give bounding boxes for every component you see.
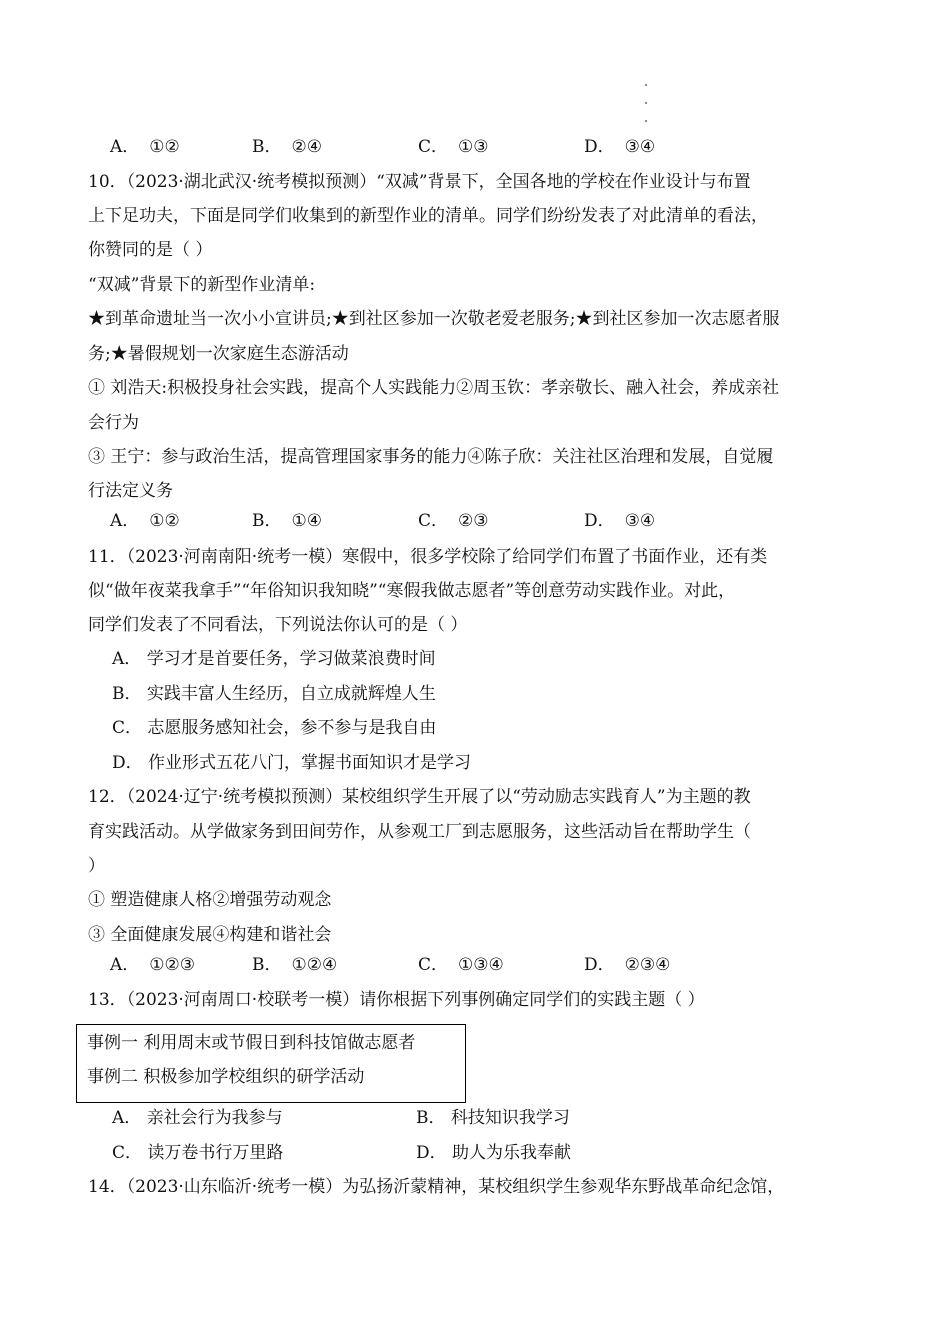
decorative-dots [645,82,649,132]
q12-statement-line: ③ 全面健康发展④构建和谐社会 [88,925,332,945]
q10-statement-line: 会行为 [88,413,139,433]
q10-list-line: 务;★暑假规划一次家庭生态游活动 [88,344,349,364]
q12-options [110,954,810,976]
q10-statement-line: ① 刘浩天:积极投身社会实践，提高个人实践能力②周玉钦：孝亲敬长、融入社会，养成亲社 [88,378,780,398]
q13-option-a[interactable]: A． 亲社会行为我参与 [112,1108,283,1128]
q12-stem-line: ） [88,856,105,876]
q10-option-b[interactable]: B． ①④ [252,511,322,531]
q13-option-d[interactable]: D． 助人为乐我奉献 [416,1143,572,1163]
q10-statement-line: 行法定义务 [88,481,173,501]
q10-option-a[interactable]: A． ①② [110,511,180,531]
q12-stem-line: 育实践活动。从学做家务到田间劳作，从参观工厂到志愿服务，这些活动旨在帮助学生（ [88,822,751,842]
q10-list-title: “双减”背景下的新型作业清单: [88,275,316,295]
q12-option-d[interactable]: D． ②③④ [584,955,671,975]
q12-statement-line: ① 塑造健康人格②增强劳动观念 [88,890,332,910]
q12-option-c[interactable]: C． ①③④ [418,955,504,975]
q11-stem-line: 11．（2023·河南南阳·统考一模）寒假中，很多学校除了给同学们布置了书面作业，还有类 [88,547,768,567]
q12-stem-line: 12．（2024·辽宁·统考模拟预测）某校组织学生开展了以“劳动励志实践育人”为主题的教 [88,787,751,807]
q13-option-c[interactable]: C． 读万卷书行万里路 [112,1143,284,1163]
q10-stem-line: 10．（2023·湖北武汉·统考模拟预测）“双减”背景下，全国各地的学校在作业设计与布置 [88,172,751,192]
q13-example-box [76,1024,466,1103]
q10-list-line: ★到革命遗址当一次小小宣讲员;★到社区参加一次敬老爱老服务;★到社区参加一次志愿者服 [88,309,780,329]
q10-stem-line: 你赞同的是（ ） [88,240,213,260]
q11-option-b[interactable]: B． 实践丰富人生经历，自立成就辉煌人生 [112,684,436,704]
q13-stem-line: 13．（2023·河南周口·校联考一模）请你根据下列事例确定同学们的实践主题（ ） [88,990,705,1010]
q10-option-c[interactable]: C． ②③ [418,511,489,531]
q11-option-a[interactable]: A． 学习才是首要任务，学习做菜浪费时间 [112,649,436,669]
q11-stem-line: 同学们发表了不同看法，下列说法你认可的是（ ） [88,615,468,635]
q10-options [110,510,810,532]
q9-option-c[interactable]: C． ①③ [418,137,489,157]
q13-example-one: 事例一 利用周末或节假日到科技馆做志愿者 [87,1033,416,1053]
q10-option-d[interactable]: D． ③④ [584,511,656,531]
q9-option-d[interactable]: D． ③④ [584,137,656,157]
q12-option-a[interactable]: A． ①②③ [110,955,196,975]
q13-example-two: 事例二 积极参加学校组织的研学活动 [87,1067,365,1087]
q9-option-a[interactable]: A． ①② [110,137,180,157]
q11-option-d[interactable]: D． 作业形式五花八门，掌握书面知识才是学习 [112,753,472,773]
q10-statement-line: ③ 王宁：参与政治生活，提高管理国家事务的能力④陈子欣：关注社区治理和发展，自觉履 [88,447,774,467]
q14-stem-line: 14．（2023·山东临沂·统考一模）为弘扬沂蒙精神，某校组织学生参观华东野战革命纪念馆， [88,1177,785,1197]
q12-option-b[interactable]: B． ①②④ [252,955,338,975]
q11-option-c[interactable]: C． 志愿服务感知社会，参不参与是我自由 [112,718,437,738]
q11-stem-line: 似“做年夜菜我拿手”“年俗知识我知晓”“寒假我做志愿者”等创意劳动实践作业。对此， [88,581,736,601]
q13-option-b[interactable]: B． 科技知识我学习 [416,1108,570,1128]
q10-stem-line: 上下足功夫，下面是同学们收集到的新型作业的清单。同学们纷纷发表了对此清单的看法， [88,206,768,226]
q9-options [110,136,810,158]
q9-option-b[interactable]: B． ②④ [252,137,322,157]
